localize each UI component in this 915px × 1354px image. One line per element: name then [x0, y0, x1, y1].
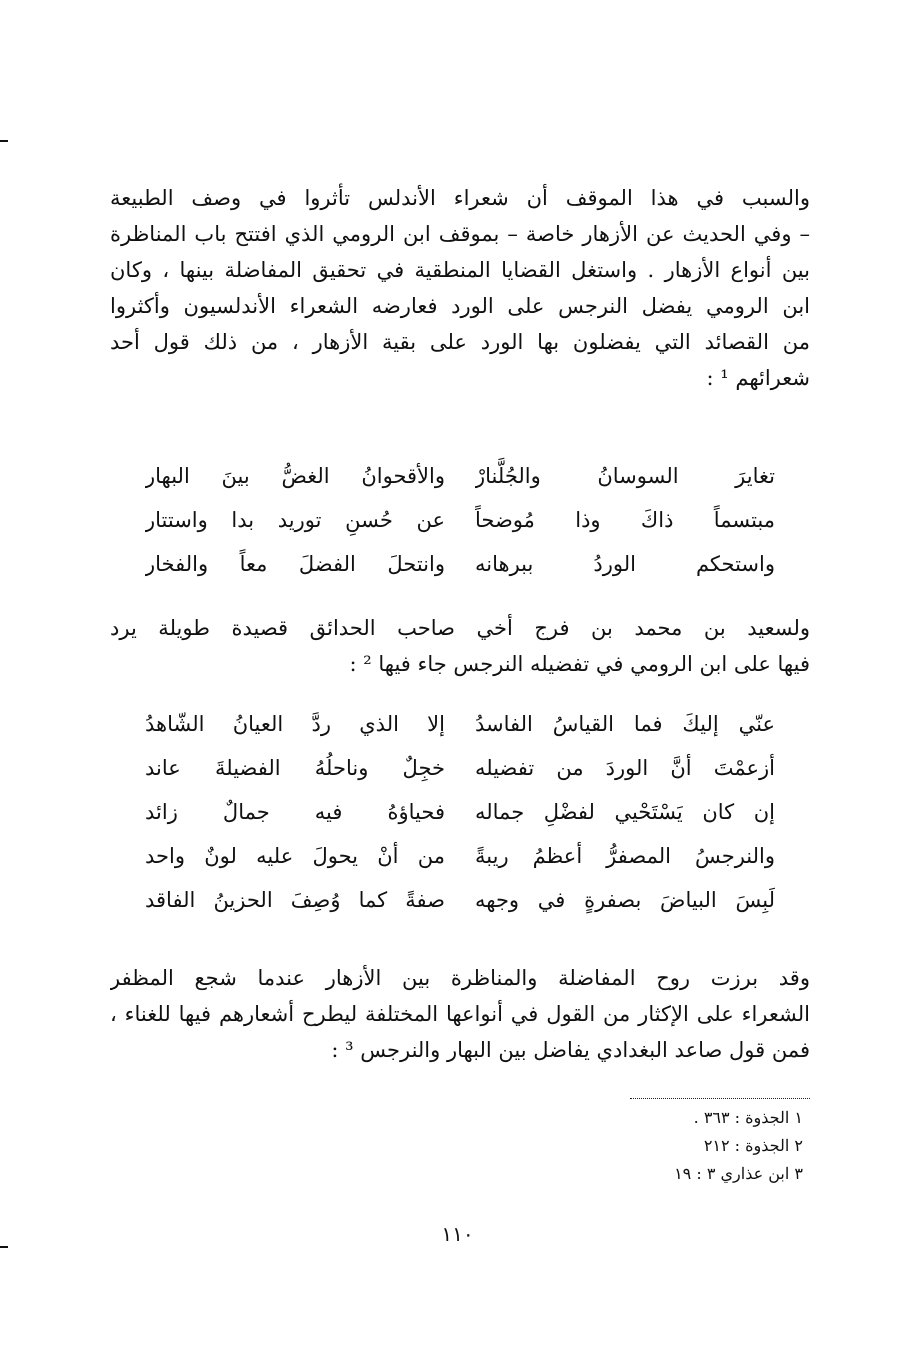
verse-first-hemistich: عنّي إليكَ فما القياسُ الفاسدُ [475, 712, 775, 736]
verse-second-hemistich: وانتحلَ الفضلَ معاً والفخار [145, 552, 445, 576]
poem-verse [145, 500, 775, 544]
verse-second-hemistich: خجِلٌ وناحلُهُ الفضيلةَ عاند [145, 756, 445, 780]
poem-verse [145, 792, 775, 836]
poem-1 [145, 456, 775, 588]
left-margin-mark [0, 140, 8, 142]
verse-first-hemistich: مبتسماً ذاكَ وذا مُوضحاً [475, 508, 775, 532]
verse-first-hemistich: لَبِسَ البياضَ بصفرةٍ في وجهه [475, 888, 775, 912]
poem-verse [145, 880, 775, 924]
paragraph-line: من القصائد التي يفضلون بها الورد على بقية الأزهار ، من ذلك قول أحد [110, 330, 810, 354]
paragraph-line: ولسعيد بن محمد بن فرج أخي صاحب الحدائق قصيدة طويلة يرد [110, 616, 810, 640]
footnote-separator [630, 1098, 810, 1099]
poem-verse [145, 836, 775, 880]
poem-verse [145, 704, 775, 748]
footnotes [503, 1104, 803, 1188]
verse-first-hemistich: أزعمْتَ أنَّ الوردَ من تفضيله [475, 756, 775, 780]
footnote: ٣ ابن عذاري ٣ : ١٩ [674, 1164, 803, 1183]
paragraph-1 [110, 180, 810, 396]
verse-second-hemistich: والأقحوانُ الغضُّ بينَ البهار [145, 464, 445, 488]
verse-first-hemistich: واستحكم الوردُ ببرهانه [475, 552, 775, 576]
paragraph-2 [110, 610, 810, 682]
paragraph-line: ابن الرومي يفضل النرجس على الورد فعارضه الشعراء الأندلسيون وأكثروا [110, 294, 810, 318]
poem-2 [145, 704, 775, 924]
paragraph-line: الشعراء على الإكثار من القول في أنواعها المختلفة ليطرح أشعارهم فيها للغناء ، [110, 1002, 810, 1026]
verse-second-hemistich: صفةً كما وُصِفَ الحزينُ الفاقد [145, 888, 445, 912]
paragraph-line: والسبب في هذا الموقف أن شعراء الأندلس تأثروا في وصف الطبيعة [110, 186, 810, 210]
poem-verse [145, 748, 775, 792]
verse-second-hemistich: عن حُسنِ توريد بدا واستتار [145, 508, 445, 532]
verse-first-hemistich: والنرجسُ المصفرُّ أعظمُ ريبةً [475, 844, 775, 868]
verse-first-hemistich: تغايرَ السوسانُ والجُلَّنارْ [475, 464, 775, 488]
paragraph-line: فيها على ابن الرومي في تفضيله النرجس جاء فيها ² : [349, 652, 810, 676]
footnote: ٢ الجذوة : ٢١٢ [703, 1136, 803, 1155]
poem-verse [145, 456, 775, 500]
paragraph-line: شعرائهم ¹ : [706, 366, 810, 390]
footnote: ١ الجذوة : ٣٦٣ . [693, 1108, 803, 1127]
poem-verse [145, 544, 775, 588]
page-number: ١١٠ [441, 1222, 474, 1246]
verse-second-hemistich: إلا الذي ردَّ العيانُ الشّاهدُ [145, 712, 445, 736]
paragraph-3 [110, 960, 810, 1068]
paragraph-line: وقد برزت روح المفاضلة والمناظرة بين الأزهار عندما شجع المظفر [110, 966, 810, 990]
verse-second-hemistich: من أنْ يحولَ عليه لونٌ واحد [145, 844, 445, 868]
verse-second-hemistich: فحياؤهُ فيه جمالٌ زائد [145, 800, 445, 824]
paragraph-line: بين أنواع الأزهار . واستغل القضايا المنطقية في تحقيق المفاضلة بينها ، وكان [110, 258, 810, 282]
left-margin-mark [0, 1246, 8, 1248]
paragraph-line: فمن قول صاعد البغدادي يفاضل بين البهار والنرجس ³ : [331, 1038, 810, 1062]
paragraph-line: – وفي الحديث عن الأزهار خاصة – بموقف ابن الرومي الذي افتتح باب المناظرة [110, 222, 810, 246]
verse-first-hemistich: إن كان يَسْتَحْيي لفضْلِ جماله [475, 800, 775, 824]
